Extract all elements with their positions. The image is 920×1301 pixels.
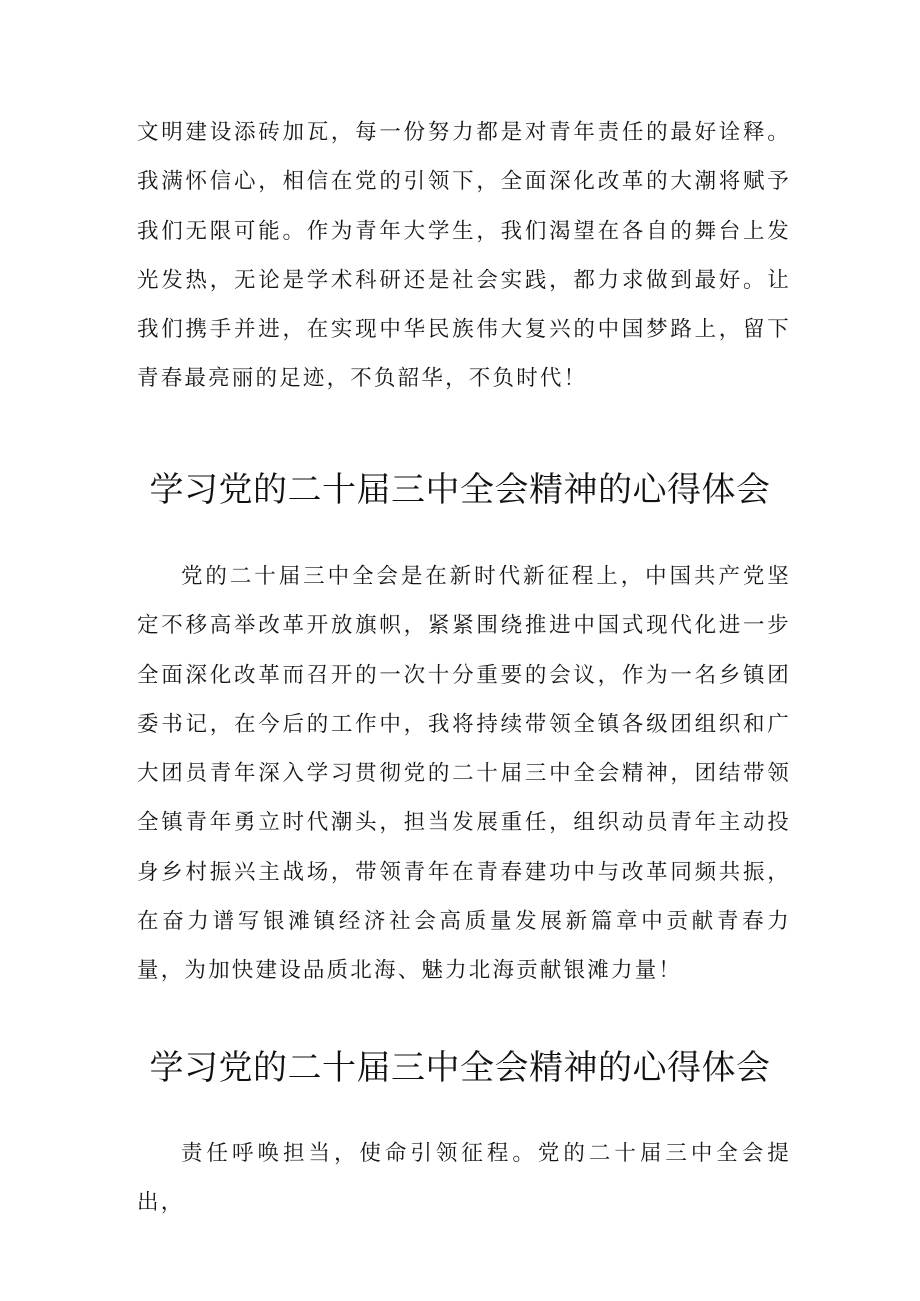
body-paragraph: 文明建设添砖加瓦，每一份努力都是对青年责任的最好诠释。我满怀信心，相信在党的引领下，全面深化改革的大潮将赋予我们无限可能。作为青年大学生，我们渴望在各自的舞台上发光发热，无论是学术科研还是社会实践，都力求做到最好。让我们携手并进，在实现中华民族伟大复兴的中国梦路上，留下青春最亮丽的足迹，不负韶华，不负时代！	[137, 120, 791, 392]
section-heading: 学习党的二十届三中全会精神的心得体会	[149, 1048, 771, 1088]
section-heading: 学习党的二十届三中全会精神的心得体会	[149, 470, 771, 510]
body-paragraph: 党的二十届三中全会是在新时代新征程上，中国共产党坚定不移高举改革开放旗帜，紧紧围绕推进中国式现代化进一步全面深化改革而召开的一次十分重要的会议，作为一名乡镇团委书记，在今后的工作中，我将持续带领全镇各级团组织和广大团员青年深入学习贯彻党的二十届三中全会精神，团结带领全镇青年勇立时代潮头，担当发展重任，组织动员青年主动投身乡村振兴主战场，带领青年在青春建功中与改革同频共振，在奋力谱写银滩镇经济社会高质量发展新篇章中贡献青春力量，为加快建设品质北海、魅力北海贡献银滩力量！	[137, 564, 791, 984]
body-paragraph: 责任呼唤担当，使命引领征程。党的二十届三中全会提出，	[137, 1141, 791, 1216]
